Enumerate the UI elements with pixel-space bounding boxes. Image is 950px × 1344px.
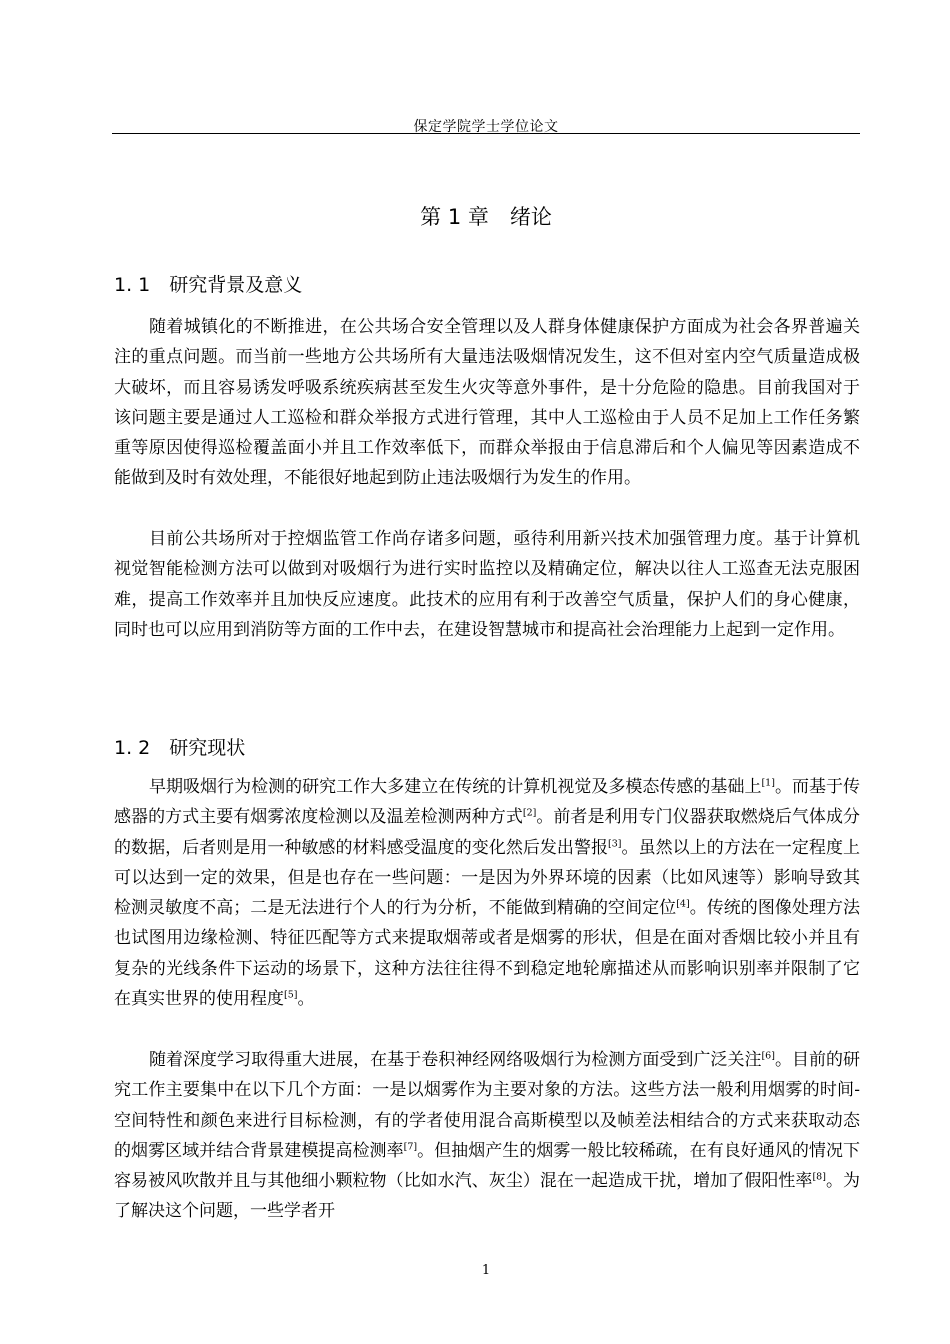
- paragraph-background-2: 目前公共场所对于控烟监管工作尚存诸多问题，亟待利用新兴技术加强管理力度。基于计算机视觉智能检测方法可以做到对吸烟行为进行实时监控以及精确定位，解决以往人工巡查无法克服困难，提高工作效率并且加快反应速度。此技术的应用有利于改善空气质量，保护人们的身心健康，同时也可以应用到消防等方面的工作中去，在建设智慧城市和提高社会治理能力上起到一定作用。: [114, 529, 860, 640]
- paragraph-background-1: 随着城镇化的不断推进，在公共场合安全管理以及人群身体健康保护方面成为社会各界普遍关注的重点问题。而当前一些地方公共场所有大量违法吸烟情况发生，这不但对室内空气质量造成极大破坏，而且容易诱发呼吸系统疾病甚至发生火灾等意外事件，是十分危险的隐患。目前我国对于该问题主要是通过人工巡检和群众举报方式进行管理，其中人工巡检由于人员不足加上工作任务繁重等原因使得巡检覆盖面小并且工作效率低下，而群众举报由于信息滞后和个人偏见等因素造成不能做到及时有效处理，不能很好地起到防止违法吸烟行为发生的作用。: [114, 317, 860, 489]
- text-run: 。为了解决这个问题，一些学者开: [114, 1171, 861, 1222]
- text-run: 。但抽烟产生的烟雾一般比较稀疏，在有良好通风的情况下容易被风吹散并且与其他细小颗粒物（比如水汽、灰尘）混在一起造成干扰，增加了假阳性率: [114, 1140, 861, 1192]
- running-header: 保定学院学士学位论文: [413, 119, 559, 135]
- text-run: 。而基于传感器的方式主要有烟雾浓度检测以及温差检测两种方式: [114, 777, 861, 828]
- paragraph-status-2: [114, 1045, 860, 1227]
- text-run: 随着深度学习取得重大进展，在基于卷积神经网络吸烟行为检测方面受到广泛关注: [149, 1050, 762, 1070]
- section-heading-1-2: 1. 2 研究现状: [114, 737, 246, 759]
- citation-ref: [4]: [676, 898, 690, 910]
- citation-ref: [3]: [608, 837, 622, 849]
- citation-ref: [5]: [284, 989, 298, 1001]
- text-run: 。虽然以上的方法在一定程度上可以达到一定的效果，但是也存在一些问题：一是因为外界环境的因素（比如风速等）影响导致其检测灵敏度不高；二是无法进行个人的行为分析，不能做到精确的空间定位: [114, 837, 860, 919]
- citation-ref: [1]: [761, 777, 775, 789]
- section-heading-1-1: 1. 1 研究背景及意义: [114, 274, 303, 296]
- header-divider: [112, 133, 860, 134]
- text-run: 。传统的图像处理方法也试图用边缘检测、特征匹配等方式来提取烟蒂或者是烟雾的形状，但是在面对香烟比较小并且有复杂的光线条件下运动的场景下，这种方法往往得不到稳定地轮廓描述从而影响识别率并限制了它在真实世界的使用程度: [114, 898, 861, 1010]
- citation-ref: [2]: [522, 807, 537, 819]
- chapter-title: 第 1 章 绪论: [420, 205, 552, 229]
- paragraph-status-1: [114, 772, 860, 1014]
- citation-ref: [8]: [812, 1171, 826, 1183]
- citation-ref: [6]: [761, 1050, 775, 1062]
- text-run: 。前者是利用专门仪器获取燃烧后气体成分的数据，后者则是用一种敏感的材料感受温度的变化然后发出警报: [114, 807, 861, 858]
- text-run: 。目前的研究工作主要集中在以下几个方面：一是以烟雾作为主要对象的方法。这些方法一般利用烟雾的时间-空间特性和颜色来进行目标检测，有的学者使用混合高斯模型以及帧差法相结合的方式来获取动态的烟雾区域并结合背景建模提高检测率: [114, 1050, 861, 1161]
- text-run: 早期吸烟行为检测的研究工作大多建立在传统的计算机视觉及多模态传感的基础上: [149, 777, 762, 797]
- page-number: 1: [481, 1263, 491, 1278]
- text-run: 。: [297, 989, 315, 1010]
- citation-ref: [7]: [403, 1141, 418, 1153]
